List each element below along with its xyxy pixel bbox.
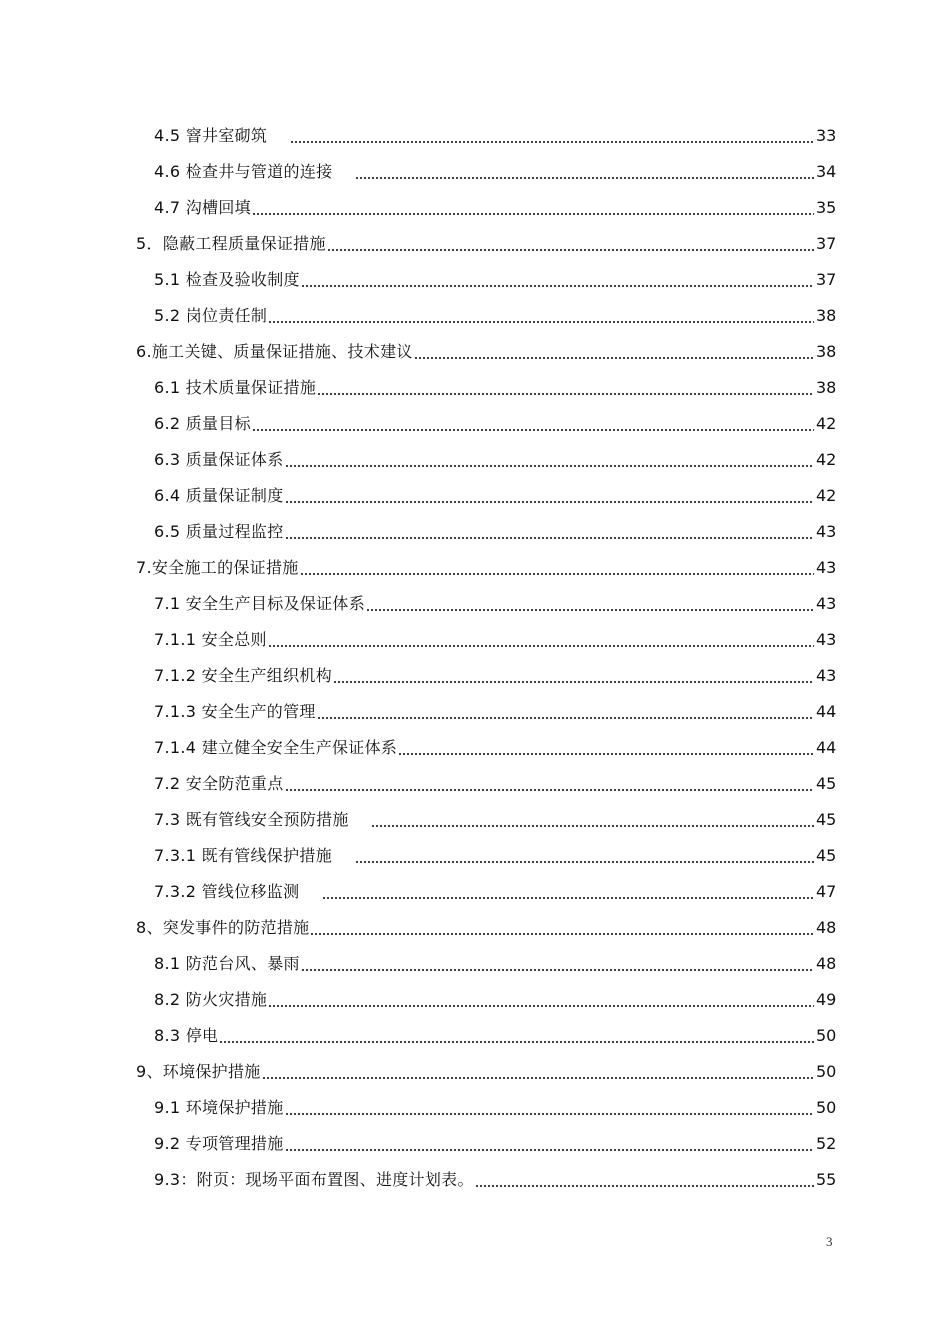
toc-entry-label: 6.2 质量目标: [154, 414, 251, 433]
toc-entry-page: 50: [816, 1062, 837, 1081]
toc-entry[interactable]: [0, 694, 950, 730]
dot-leader: [219, 1018, 814, 1054]
toc-entry[interactable]: [0, 190, 950, 226]
toc-entry-page: 45: [816, 810, 837, 829]
toc-entry[interactable]: [0, 874, 950, 910]
dot-leader: [301, 946, 814, 982]
toc-entry-label: 7.1.1 安全总则: [154, 630, 267, 649]
toc-entry-page: 37: [816, 270, 837, 289]
toc-entry[interactable]: [0, 118, 950, 154]
toc-entry-label: 8.3 停电: [154, 1026, 219, 1045]
toc-entry[interactable]: [0, 370, 950, 406]
toc-entry[interactable]: [0, 442, 950, 478]
toc-entry-page: 43: [816, 522, 837, 541]
toc-entry-label: 5.1 检查及验收制度: [154, 270, 300, 289]
toc-entry[interactable]: [0, 1090, 950, 1126]
dot-leader: [371, 802, 814, 838]
toc-entry[interactable]: [0, 1054, 950, 1090]
toc-entry-label: 4.5 窨井室砌筑: [154, 126, 289, 145]
toc-entry-page: 50: [816, 1026, 837, 1045]
dot-leader: [355, 154, 814, 190]
toc-entry-label: 4.6 检查井与管道的连接: [154, 162, 354, 181]
dot-leader: [252, 190, 814, 226]
toc-entry-label: 9、环境保护措施: [136, 1062, 261, 1081]
toc-entry[interactable]: [0, 298, 950, 334]
dot-leader: [285, 1090, 814, 1126]
dot-leader: [252, 406, 814, 442]
toc-entry[interactable]: [0, 622, 950, 658]
toc-entry-page: 49: [816, 990, 837, 1009]
toc-entry-label: 9.2 专项管理措施: [154, 1134, 284, 1153]
toc-entry-page: 48: [816, 918, 837, 937]
toc-entry-page: 43: [816, 666, 837, 685]
toc-entry-page: 37: [816, 234, 837, 253]
toc-entry[interactable]: [0, 982, 950, 1018]
toc-entry-page: 42: [816, 486, 837, 505]
dot-leader: [268, 622, 814, 658]
toc-entry-label: 5.2 岗位责任制: [154, 306, 268, 325]
toc-entry-page: 44: [816, 738, 837, 757]
toc-entry-page: 48: [816, 954, 837, 973]
toc-entry[interactable]: [0, 730, 950, 766]
dot-leader: [301, 262, 814, 298]
toc-entry-page: 43: [816, 630, 837, 649]
toc-entry[interactable]: [0, 586, 950, 622]
dot-leader: [398, 730, 814, 766]
toc-entry-page: 38: [816, 342, 837, 361]
toc-entry-page: 38: [816, 306, 837, 325]
toc-entry-page: 33: [816, 126, 837, 145]
dot-leader: [262, 1054, 814, 1090]
toc-entry-page: 45: [816, 774, 837, 793]
toc-entry[interactable]: [0, 910, 950, 946]
toc-entry-label: 7.3 既有管线安全预防措施: [154, 810, 371, 829]
page-number: 3: [826, 1234, 833, 1249]
toc-entry-label: 7.3.2 管线位移监测: [154, 882, 321, 901]
toc-entry-label: 7.安全施工的保证措施: [136, 558, 299, 577]
dot-leader: [300, 550, 814, 586]
dot-leader: [317, 694, 814, 730]
toc-entry-page: 34: [816, 162, 837, 181]
toc-entry-label: 8.1 防范台风、暴雨: [154, 954, 300, 973]
dot-leader: [285, 1126, 814, 1162]
toc-entry-label: 6.1 技术质量保证措施: [154, 378, 317, 397]
toc-entry[interactable]: [0, 406, 950, 442]
dot-leader: [366, 586, 814, 622]
toc-entry-label: 7.1.2 安全生产组织机构: [154, 666, 332, 685]
toc-entry-label: 8.2 防火灾措施: [154, 990, 268, 1009]
toc-entry-page: 43: [816, 558, 837, 577]
toc-entry-page: 47: [816, 882, 837, 901]
toc-entry-label: 5．隐蔽工程质量保证措施: [136, 234, 326, 253]
toc-entry-page: 35: [816, 198, 837, 217]
dot-leader: [268, 982, 814, 1018]
toc-entry[interactable]: [0, 478, 950, 514]
toc-entry-label: 6.4 质量保证制度: [154, 486, 284, 505]
toc-entry[interactable]: [0, 946, 950, 982]
dot-leader: [327, 226, 814, 262]
toc-entry[interactable]: [0, 154, 950, 190]
toc-entry-label: 6.5 质量过程监控: [154, 522, 284, 541]
toc-entry[interactable]: [0, 514, 950, 550]
toc-entry-label: 7.2 安全防范重点: [154, 774, 284, 793]
toc-entry[interactable]: [0, 262, 950, 298]
toc-entry[interactable]: [0, 1018, 950, 1054]
toc-entry-label: 7.1 安全生产目标及保证体系: [154, 594, 366, 613]
toc-entry-label: 9.3：附页：现场平面布置图、进度计划表。: [154, 1170, 474, 1189]
dot-leader: [310, 910, 814, 946]
toc-entry[interactable]: [0, 1162, 950, 1198]
toc-entry[interactable]: [0, 802, 950, 838]
dot-leader: [322, 874, 814, 910]
table-of-contents: [0, 118, 950, 1198]
toc-entry[interactable]: [0, 658, 950, 694]
toc-entry-page: 43: [816, 594, 837, 613]
toc-entry-page: 44: [816, 702, 837, 721]
toc-entry-page: 45: [816, 846, 837, 865]
toc-entry[interactable]: [0, 766, 950, 802]
toc-entry-label: 6.3 质量保证体系: [154, 450, 284, 469]
dot-leader: [285, 478, 814, 514]
toc-entry-page: 42: [816, 414, 837, 433]
toc-entry-page: 55: [816, 1170, 837, 1189]
dot-leader: [290, 118, 814, 154]
dot-leader: [285, 766, 814, 802]
dot-leader: [317, 370, 814, 406]
dot-leader: [475, 1162, 814, 1198]
dot-leader: [268, 298, 814, 334]
toc-entry-label: 7.1.3 安全生产的管理: [154, 702, 316, 721]
toc-entry[interactable]: [0, 334, 950, 370]
toc-entry-page: 38: [816, 378, 837, 397]
dot-leader: [285, 514, 814, 550]
toc-entry-label: 4.7 沟槽回填: [154, 198, 251, 217]
toc-entry[interactable]: [0, 1126, 950, 1162]
dot-leader: [285, 442, 814, 478]
toc-entry-label: 6.施工关键、质量保证措施、技术建议: [136, 342, 413, 361]
toc-entry-page: 42: [816, 450, 837, 469]
toc-entry[interactable]: [0, 550, 950, 586]
toc-entry-page: 52: [816, 1134, 837, 1153]
dot-leader: [414, 334, 814, 370]
toc-entry-page: 50: [816, 1098, 837, 1117]
toc-entry-label: 7.1.4 建立健全安全生产保证体系: [154, 738, 398, 757]
dot-leader: [333, 658, 814, 694]
toc-entry-label: 8、突发事件的防范措施: [136, 918, 310, 937]
toc-entry[interactable]: [0, 226, 950, 262]
dot-leader: [355, 838, 814, 874]
toc-entry-label: 7.3.1 既有管线保护措施: [154, 846, 354, 865]
toc-entry-label: 9.1 环境保护措施: [154, 1098, 284, 1117]
toc-entry[interactable]: [0, 838, 950, 874]
